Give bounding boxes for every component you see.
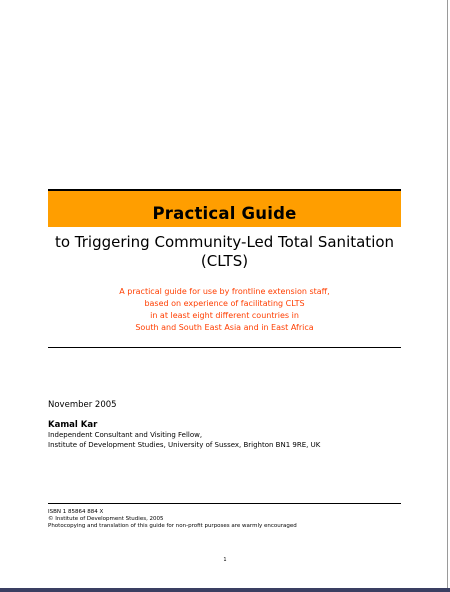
- description-line: A practical guide for use by frontline extension staff,: [119, 287, 330, 296]
- middle-divider: [48, 347, 401, 348]
- description-line: in at least eight different countries in: [150, 311, 299, 320]
- document-subtitle: [48, 233, 401, 271]
- author-affiliation: [48, 431, 320, 450]
- permission-line: Photocopying and translation of this guide for non-profit purposes are warmly encouraged: [48, 523, 297, 529]
- document-description: [48, 286, 401, 334]
- page-number: 1: [223, 557, 227, 563]
- affiliation-line: Institute of Development Studies, University of Sussex, Brighton BN1 9RE, UK: [48, 440, 321, 449]
- affiliation-line: Independent Consultant and Visiting Fellow,: [48, 431, 203, 439]
- isbn-line: ISBN 1 85864 884 X: [48, 509, 104, 515]
- subtitle-line: (CLTS): [200, 252, 249, 270]
- publication-date: November 2005: [48, 400, 117, 410]
- lower-divider: [48, 503, 401, 504]
- description-line: based on experience of facilitating CLTS: [144, 299, 305, 308]
- title-banner: [48, 191, 401, 227]
- author-name: Kamal Kar: [48, 420, 98, 430]
- publication-info: [48, 509, 297, 530]
- description-line: South and South East Asia and in East Africa: [135, 323, 314, 332]
- copyright-line: © Institute of Development Studies, 2005: [48, 516, 164, 522]
- subtitle-line: to Triggering Community-Led Total Sanitation: [54, 233, 395, 251]
- viewer-bottom-bar: [0, 588, 450, 592]
- document-title: Practical Guide: [152, 204, 297, 223]
